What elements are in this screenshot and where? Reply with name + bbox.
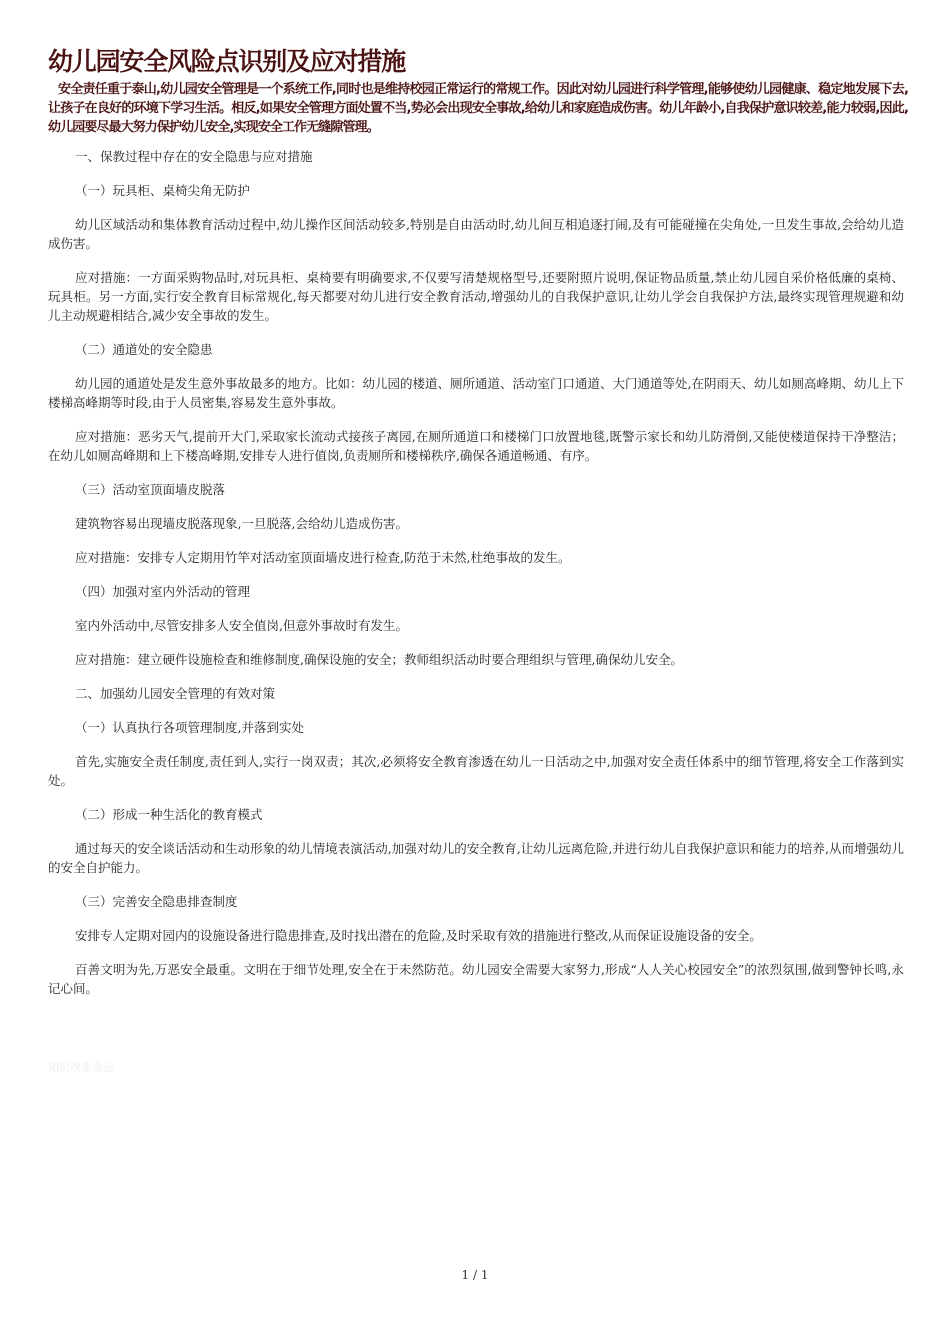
body-paragraph: 首先,实施安全责任制度,责任到人,实行一岗双责；其次,必须将安全教育渗透在幼儿一日活动之中,加强对安全责任体系中的细节管理,将安全工作落到实处。	[48, 754, 904, 788]
body-paragraph: 通过每天的安全谈话活动和生动形象的幼儿情境表演活动,加强对幼儿的安全教育,让幼儿远离危险,并进行幼儿自我保护意识和能力的培养,从而增强幼儿的安全自护能力。	[48, 841, 904, 875]
watermark-text: 知识改变命运	[48, 1061, 114, 1074]
subsection-heading-2-2: （二）形成一种生活化的教育模式	[75, 807, 263, 822]
subsection-heading-1-3: （三）活动室顶面墙皮脱落	[75, 482, 226, 497]
subsection-heading-2-3: （三）完善安全隐患排查制度	[75, 894, 238, 909]
subsection-heading-1-2: （二）通道处的安全隐患	[75, 342, 213, 357]
body-paragraph: 应对措施：安排专人定期用竹竿对活动室顶面墙皮进行检查,防范于未然,杜绝事故的发生。	[75, 550, 571, 565]
body-paragraph: 幼儿区域活动和集体教育活动过程中,幼儿操作区间活动较多,特别是自由活动时,幼儿间互相追逐打闹,及有可能碰撞在尖角处,一旦发生事故,会给幼儿造成伤害。	[48, 217, 904, 251]
body-paragraph: 室内外活动中,尽管安排多人安全值岗,但意外事故时有发生。	[75, 618, 408, 633]
body-paragraph: 安排专人定期对园内的设施设备进行隐患排查,及时找出潜在的危险,及时采取有效的措施进行整改,从而保证设施设备的安全。	[75, 928, 762, 943]
page-number: 1 / 1	[461, 1268, 489, 1282]
intro-paragraph: 安全责任重于泰山,幼儿园安全管理是一个系统工作,同时也是维持校园正常运行的常规工作。因此对幼儿园进行科学管理,能够使幼儿园健康、稳定地发展下去,让孩子在良好的环境下学习生活。相反,如果安全管理方面处置不当,势必会出现安全事故,给幼儿和家庭造成伤害。幼儿年龄小,自我保护意识较差,能力较弱,因此,幼儿园要尽最大努力保护幼儿安全,实现安全工作无缝隙管理。	[48, 82, 908, 135]
body-paragraph: 应对措施：一方面采购物品时,对玩具柜、桌椅要有明确要求,不仅要写清楚规格型号,还要附照片说明,保证物品质量,禁止幼儿园自采价格低廉的桌椅、玩具柜。另一方面,实行安全教育目标常规化,每天都要对幼儿进行安全教育活动,增强幼儿的自我保护意识,让幼儿学会自我保护方法,最终实现管理规避和幼儿主动规避相结合,减少安全事故的发生。	[48, 270, 904, 323]
subsection-heading-1-4: （四）加强对室内外活动的管理	[75, 584, 251, 599]
subsection-heading-2-1: （一）认真执行各项管理制度,并落到实处	[75, 720, 304, 735]
body-paragraph: 幼儿园的通道处是发生意外事故最多的地方。比如：幼儿园的楼道、厕所通道、活动室门口通道、大门通道等处,在阴雨天、幼儿如厕高峰期、幼儿上下楼梯高峰期等时段,由于人员密集,容易发生意外事故。	[48, 376, 904, 410]
section-heading-1: 一、保教过程中存在的安全隐患与应对措施	[75, 149, 313, 164]
section-heading-2: 二、加强幼儿园安全管理的有效对策	[75, 686, 276, 701]
document-body	[48, 147, 904, 1013]
subsection-heading-1-1: （一）玩具柜、桌椅尖角无防护	[75, 183, 251, 198]
closing-paragraph: 百善文明为先,万恶安全最重。文明在于细节处理,安全在于未然防范。幼儿园安全需要大家努力,形成“人人关心校园安全”的浓烈氛围,做到警钟长鸣,永记心间。	[48, 962, 904, 996]
body-paragraph: 应对措施：建立硬件设施检查和维修制度,确保设施的安全；教师组织活动时要合理组织与管理,确保幼儿安全。	[75, 652, 683, 667]
body-paragraph: 建筑物容易出现墙皮脱落现象,一旦脱落,会给幼儿造成伤害。	[75, 516, 408, 531]
body-paragraph: 应对措施：恶劣天气,提前开大门,采取家长流动式接孩子离园,在厕所通道口和楼梯门口放置地毯,既警示家长和幼儿防滑倒,又能使楼道保持干净整洁；在幼儿如厕高峰期和上下楼高峰期,安排专人进行值岗,负责厕所和楼梯秩序,确保各通道畅通、有序。	[48, 429, 904, 463]
document-title: 幼儿园安全风险点识别及应对措施	[48, 47, 406, 76]
